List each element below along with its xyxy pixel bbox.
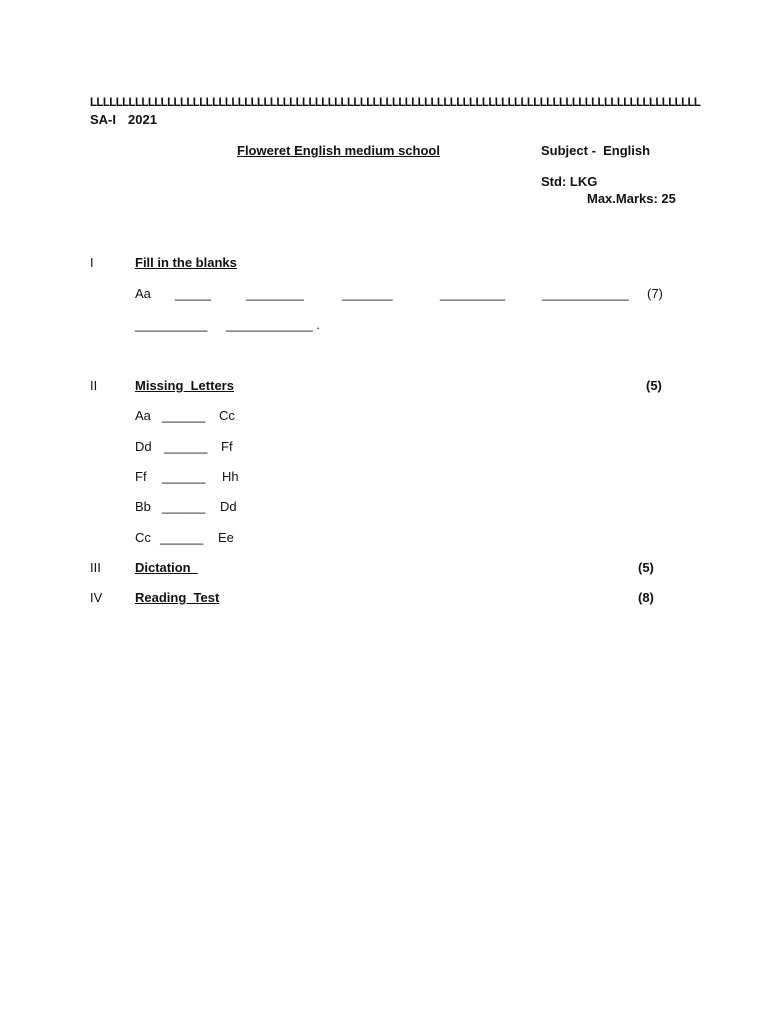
exam-code: SA-I bbox=[90, 112, 116, 127]
section-numeral: III bbox=[90, 560, 101, 575]
max-marks-label: Max.Marks: 25 bbox=[587, 191, 676, 206]
missing-left: Ff bbox=[135, 469, 147, 484]
missing-blank: ______ bbox=[162, 408, 206, 423]
fill-blank: _________ bbox=[440, 286, 506, 301]
fill-blank: _______ bbox=[342, 286, 393, 301]
section-title: Dictation bbox=[135, 560, 198, 575]
subject-label: Subject - English bbox=[541, 143, 651, 158]
missing-left: Aa bbox=[135, 408, 151, 423]
missing-right: Dd bbox=[220, 499, 237, 514]
fill-blank: ________ bbox=[246, 286, 304, 301]
fill-blank: _____ bbox=[175, 286, 212, 301]
missing-right: Ff bbox=[221, 439, 233, 454]
section-title: Missing Letters bbox=[135, 378, 234, 393]
missing-right: Ee bbox=[218, 530, 234, 545]
school-name: Floweret English medium school bbox=[237, 143, 440, 158]
missing-right: Hh bbox=[222, 469, 239, 484]
header-strip: LLLLLLLLLLLLLLLLLLLLLLLLLLLLLLLLLLLLLLLLLLLLLLLLLLLLLLLLLLLLLLLLLLLLLLLLLLLLLLLLLLLLLLLLLLLLLLL bbox=[90, 97, 701, 109]
section-numeral: IV bbox=[90, 590, 103, 605]
missing-blank: ______ bbox=[160, 530, 204, 545]
section-title: Reading Test bbox=[135, 590, 220, 605]
section-numeral: I bbox=[90, 255, 94, 270]
fill-blank: __________ bbox=[135, 317, 208, 332]
exam-year: 2021 bbox=[128, 112, 157, 127]
standard-label: Std: LKG bbox=[541, 174, 598, 189]
missing-left: Bb bbox=[135, 499, 151, 514]
fill-item: Aa bbox=[135, 286, 151, 301]
section-marks: (8) bbox=[638, 590, 654, 605]
section-marks: (7) bbox=[647, 286, 663, 301]
missing-blank: ______ bbox=[164, 439, 208, 454]
section-numeral: II bbox=[90, 378, 98, 393]
fill-blank: ____________ bbox=[542, 286, 629, 301]
fill-blank: ____________ . bbox=[226, 317, 320, 332]
section-title: Fill in the blanks bbox=[135, 255, 237, 270]
missing-left: Cc bbox=[135, 530, 151, 545]
section-marks: (5) bbox=[646, 378, 662, 393]
missing-blank: ______ bbox=[162, 499, 206, 514]
missing-right: Cc bbox=[219, 408, 235, 423]
missing-left: Dd bbox=[135, 439, 152, 454]
missing-blank: ______ bbox=[162, 469, 206, 484]
section-marks: (5) bbox=[638, 560, 654, 575]
